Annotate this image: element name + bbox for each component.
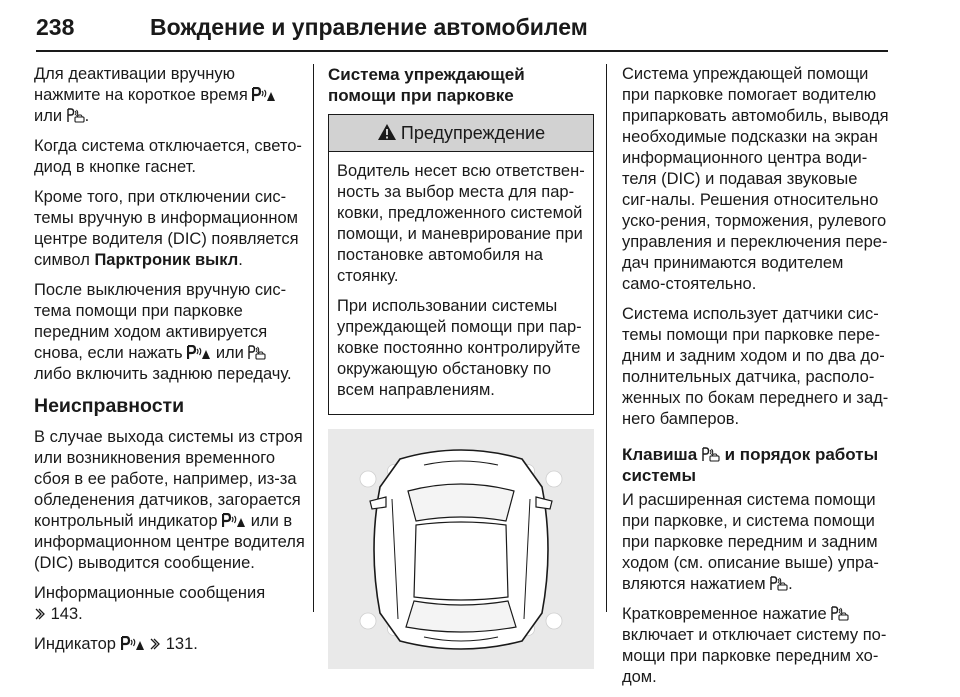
column-divider-2 xyxy=(606,64,607,612)
paragraph-faults: В случае выхода системы из строя или возникновения временного сбоя в ее работе, например, из-за обледенения датчиков, загорается контрольный индикатор или в информационном центре водителя (DIC) выводится сообщение. xyxy=(34,428,305,572)
parking-sensor-indicator-icon xyxy=(187,345,211,360)
paragraph-info-messages: Информационные сообщения 143. xyxy=(34,584,266,623)
warning-paragraph: При использовании системы упреждающей помощи при пар-ковке постоянно контролируйте окружающую обстановку по всем направлениям. xyxy=(337,297,582,399)
page-reference-icon xyxy=(149,637,161,651)
paragraph-deactivation: Для деактивации вручную нажмите на короткое время или . xyxy=(34,64,306,127)
page-number: 238 xyxy=(36,14,75,40)
parking-assist-button-icon xyxy=(770,576,788,591)
header-rule xyxy=(36,50,888,52)
paragraph-reactivation: После выключения вручную сис-тема помощи при парковке передним ходом активируется снова, если нажать или либо включить заднюю передачу. xyxy=(34,281,292,383)
parking-assist-button-icon xyxy=(831,606,849,621)
warning-body xyxy=(329,152,593,414)
warning-triangle-icon xyxy=(377,123,397,141)
parking-sensor-indicator-icon xyxy=(222,513,246,528)
warning-header xyxy=(329,115,593,152)
parking-assist-button-icon xyxy=(248,345,266,360)
page-reference-link[interactable]: 131. xyxy=(165,635,198,653)
heading-button-operation: Клавиша и порядок работы системы xyxy=(622,445,879,485)
page-reference-icon xyxy=(34,607,46,621)
paragraph-indicator: Индикатор 131. xyxy=(34,635,198,653)
column-2 xyxy=(328,64,594,669)
parking-sensor-indicator-icon xyxy=(121,636,145,651)
parktronic-off-label: Парктроник выкл xyxy=(94,251,239,269)
paragraph-led-off: Когда система отключается, свето-диод в кнопке гаснет. xyxy=(34,137,302,176)
column-1 xyxy=(34,64,306,664)
paragraph-dic-symbol: Кроме того, при отключении сис-темы вручную в информационном центре водителя (DIC) появляется символ Парктроник выкл. xyxy=(34,188,299,269)
parking-sensor-indicator-icon xyxy=(252,87,276,102)
page-header xyxy=(36,14,888,52)
chapter-title: Вождение и управление автомобилем xyxy=(150,14,588,40)
section-title: Система упреждающей помощи при парковке xyxy=(328,65,525,105)
warning-box xyxy=(328,114,594,415)
parking-assist-button-icon xyxy=(67,108,85,123)
column-3 xyxy=(622,64,890,697)
paragraph-short-press: Кратковременное нажатие включает и отключает систему по-мощи при парковке передним хо-дом. xyxy=(622,605,887,686)
paragraph-control: И расширенная система помощи при парковке, и система помощи при парковке передним и задним ходом (см. описание выше) упра-вляются нажатием . xyxy=(622,491,879,593)
column-divider-1 xyxy=(313,64,314,612)
page-reference-link[interactable]: 143. xyxy=(50,605,83,623)
heading-faults: Неисправности xyxy=(34,395,185,417)
parking-assist-button-icon xyxy=(702,447,720,462)
paragraph-sensors: Система использует датчики сис-темы помощи при парковке пере-дним и задним ходом и по два до-полнительных датчика, располо-женных по бокам переднего и зад-него бамперов. xyxy=(622,305,889,428)
car-sensor-diagram xyxy=(328,429,594,669)
warning-title: Предупреждение xyxy=(400,123,546,143)
car-top-view-illustration xyxy=(328,429,594,669)
warning-paragraph: Водитель несет всю ответствен-ность за выбор места для пар-ковки, предложенного системой помощи, и маневрирование при постановке автомобиля на стоянку. xyxy=(337,162,585,285)
paragraph-system-description: Система упреждающей помощи при парковке помогает водителю припарковать автомобиль, выводя необходимые подсказки на экран информационного центра води-теля (DIC) и подавая звуковые сиг-налы. Решения относительно уско-рения, торможения, рулевого управления и переключения пере-дач принимаются водителем само-стоятельно. xyxy=(622,65,889,293)
